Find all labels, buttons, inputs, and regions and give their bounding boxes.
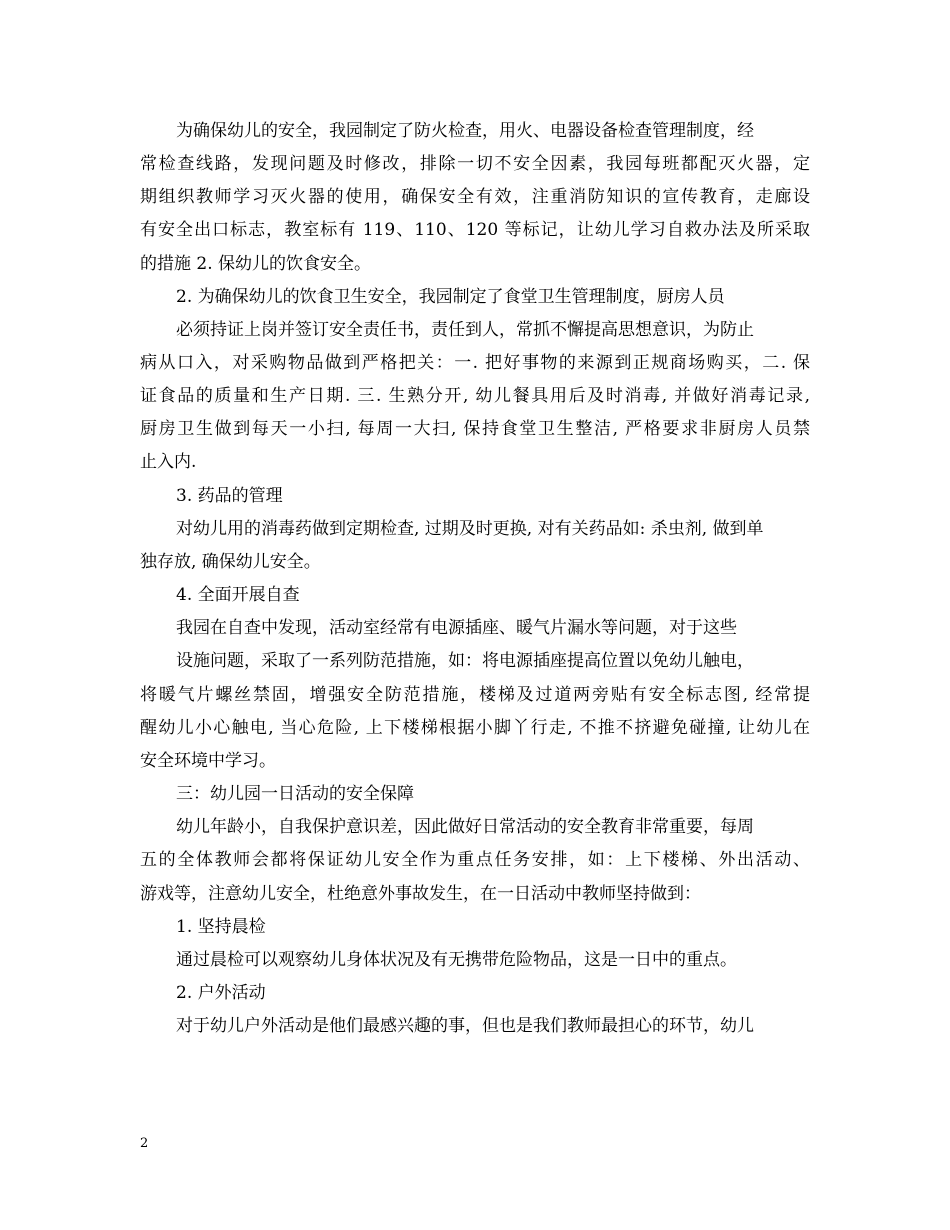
paragraph-line: 幼儿年龄小，自我保护意识差，因此做好日常活动的安全教育非常重要，每周 (176, 817, 754, 837)
section-heading: 3. 药品的管理 (176, 486, 283, 506)
paragraph-line: 五的全体教师会都将保证幼儿安全作为重点任务安排，如：上下楼梯、外出活动、 (140, 850, 810, 870)
paragraph-line: 必须持证上岗并签订安全责任书，责任到人，常抓不懈提高思想意识，为防止 (176, 320, 754, 340)
paragraph-line: 有安全出口标志，教室标有 119、110、120 等标记，让幼儿学习自救办法及所采取 (140, 220, 810, 240)
paragraph-line: 常检查线路，发现问题及时修改，排除一切不安全因素，我园每班都配灭火器，定 (140, 154, 810, 174)
paragraph-line: 止入内. (140, 452, 197, 472)
paragraph-line: 我园在自查中发现，活动室经常有电源插座、暖气片漏水等问题，对于这些 (176, 618, 737, 638)
paragraph-line: 将暖气片螺丝禁固，增强安全防范措施，楼梯及过道两旁贴有安全标志图, 经常提 (140, 685, 810, 705)
paragraph-line: 醒幼儿小心触电, 当心危险, 上下楼梯根据小脚丫行走, 不推不挤避免碰撞, 让幼儿在 (140, 718, 810, 738)
paragraph-line: 安全环境中学习。 (140, 751, 276, 771)
paragraph-line: 通过晨检可以观察幼儿身体状况及有无携带危险物品，这是一日中的重点。 (176, 950, 737, 970)
section-heading: 2. 户外活动 (176, 983, 266, 1003)
section-heading: 三：幼儿园一日活动的安全保障 (176, 784, 414, 804)
paragraph-line: 设施问题，采取了一系列防范措施，如：将电源插座提高位置以免幼儿触电， (176, 651, 754, 671)
paragraph-line: 的措施 2. 保幼儿的饮食安全。 (140, 254, 372, 274)
section-heading: 1. 坚持晨检 (176, 917, 266, 937)
paragraph-line: 证食品的质量和生产日期. 三. 生熟分开, 幼儿餐具用后及时消毒, 并做好消毒记录, (140, 386, 810, 406)
paragraph-line: 对幼儿用的消毒药做到定期检查, 过期及时更换, 对有关药品如: 杀虫剂, 做到单 (176, 519, 764, 539)
paragraph-line: 对于幼儿户外活动是他们最感兴趣的事，但也是我们教师最担心的环节，幼儿 (176, 1016, 754, 1036)
section-heading: 4. 全面开展自查 (176, 585, 300, 605)
page-number: 2 (140, 1136, 149, 1151)
paragraph-line: 为确保幼儿的安全，我园制定了防火检查，用火、电器设备检查管理制度，经 (176, 121, 754, 141)
paragraph-line: 病从口入，对采购物品做到严格把关：一. 把好事物的来源到正规商场购买，二. 保 (140, 353, 810, 373)
paragraph-line: 2. 为确保幼儿的饮食卫生安全，我园制定了食堂卫生管理制度，厨房人员 (176, 287, 725, 307)
paragraph-line: 独存放, 确保幼儿安全。 (140, 552, 321, 572)
paragraph-line: 厨房卫生做到每天一小扫, 每周一大扫, 保持食堂卫生整洁, 严格要求非厨房人员禁 (140, 419, 810, 439)
paragraph-line: 游戏等，注意幼儿安全，杜绝意外事故发生，在一日活动中教师坚持做到： (140, 884, 701, 904)
paragraph-line: 期组织教师学习灭火器的使用，确保安全有效，注重消防知识的宣传教育，走廊设 (140, 187, 810, 207)
